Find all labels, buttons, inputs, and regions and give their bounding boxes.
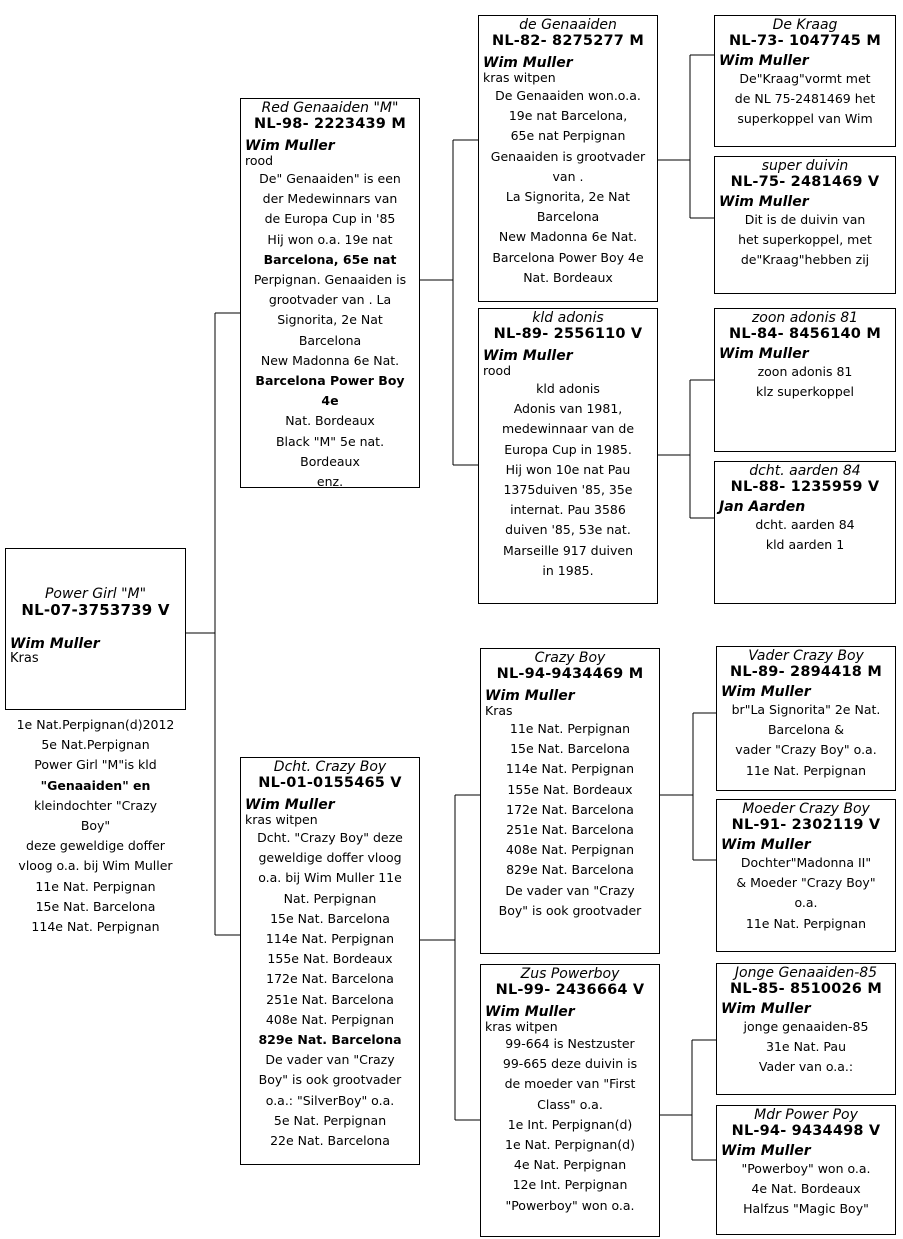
note: 829e Nat. Barcelona	[506, 862, 634, 878]
note: Barcelona &	[767, 722, 845, 738]
note: "Genaaiden" en	[40, 777, 151, 793]
note: medewinnaar van de	[501, 421, 635, 437]
sire-name: Red Genaaiden "M"	[261, 100, 399, 116]
sds-breeder: Wim Muller	[719, 346, 809, 362]
sss-name: De Kraag	[772, 17, 838, 33]
note: Hij won 10e nat Pau	[505, 461, 631, 477]
note: "Powerboy" won o.a.	[741, 1161, 871, 1176]
note: o.a.	[794, 895, 818, 911]
note: van .	[552, 168, 584, 184]
sire-dam-color: rood	[483, 363, 512, 378]
connector-dam-grandparents	[420, 795, 480, 1120]
note: in 1985.	[542, 562, 594, 578]
note: Nat. Bordeaux	[285, 413, 375, 429]
note: 4e Nat. Bordeaux	[751, 1181, 861, 1197]
note: 11e Nat. Perpignan	[745, 762, 867, 778]
sire-dam-ring: NL-89- 2556110 V	[493, 326, 643, 342]
ssd-breeder: Wim Muller	[719, 194, 809, 210]
note: de Europa Cup in '85	[264, 211, 396, 227]
sire-sire-breeder: Wim Muller	[483, 55, 573, 71]
dam-color: kras witpen	[245, 812, 318, 827]
dsd-box	[716, 799, 896, 952]
dam-dam-box	[480, 964, 660, 1237]
note: de moeder van "First	[504, 1076, 636, 1092]
sire-breeder: Wim Muller	[245, 138, 335, 154]
note: Black "M" 5e nat.	[275, 433, 385, 449]
sire-sire-color: kras witpen	[483, 70, 556, 85]
note: Europa Cup in 1985.	[504, 441, 632, 457]
sire-ring: NL-98- 2223439 M	[254, 116, 406, 132]
note: Barcelona, 65e nat	[263, 251, 397, 267]
note: 11e Nat. Perpignan	[509, 721, 631, 736]
note: Signorita, 2e Nat	[277, 312, 383, 328]
dss-box	[716, 646, 896, 791]
note: 172e Nat. Barcelona	[506, 801, 634, 817]
note: het superkoppel, met	[738, 232, 872, 248]
sdd-box	[714, 461, 896, 604]
note: De Genaaiden won.o.a.	[495, 88, 641, 103]
connector-sire-grandparents	[420, 140, 478, 465]
ddd-notes	[721, 1159, 891, 1220]
dam-sire-notes	[485, 719, 655, 921]
note: vader "Crazy Boy" o.a.	[735, 742, 877, 758]
note: kld aarden 1	[765, 537, 845, 553]
sdd-breeder: Jan Aarden	[719, 499, 806, 515]
note: Boy"	[80, 818, 111, 834]
sire-dam-breeder: Wim Muller	[483, 348, 573, 364]
note: 5e Nat.Perpignan	[41, 737, 150, 753]
connector-ss-ggp	[658, 55, 714, 218]
ssd-box	[714, 156, 896, 294]
note: Marseille 917 duiven	[502, 542, 634, 558]
note: 1375duiven '85, 35e	[503, 482, 633, 498]
dam-sire-ring: NL-94-9434469 M	[496, 666, 644, 682]
note: Boy" is ook grootvader	[498, 902, 642, 918]
note: o.a. bij Wim Muller 11e	[258, 870, 402, 886]
note: De"Kraag"vormt met	[739, 71, 871, 86]
note: De vader van "Crazy	[265, 1052, 395, 1068]
dds-breeder: Wim Muller	[721, 1001, 811, 1017]
note: Vader van o.a.:	[758, 1059, 854, 1075]
note: 1e Nat. Perpignan(d)	[505, 1137, 635, 1153]
dds-box	[716, 963, 896, 1095]
ddd-box	[716, 1105, 896, 1235]
note: 65e nat Perpignan	[510, 128, 626, 144]
subject-name: Power Girl "M"	[44, 586, 147, 602]
sire-sire-notes	[483, 86, 653, 288]
note: 15e Nat. Barcelona	[270, 910, 390, 926]
dss-ring: NL-89- 2894418 M	[730, 664, 882, 680]
dam-box	[240, 757, 420, 1165]
note: 408e Nat. Perpignan	[265, 1011, 395, 1027]
note: grootvader van . La	[268, 292, 392, 308]
ddd-ring: NL-94- 9434498 V	[731, 1123, 881, 1139]
note: klz superkoppel	[756, 384, 854, 400]
note: La Signorita, 2e Nat	[505, 189, 631, 205]
dsd-breeder: Wim Muller	[721, 837, 811, 853]
dss-breeder: Wim Muller	[721, 684, 811, 700]
subject-color: Kras	[10, 651, 39, 666]
note: dcht. aarden 84	[755, 517, 855, 532]
connector-dd-ggp	[660, 1040, 716, 1160]
note: deze geweldige doffer	[26, 838, 165, 854]
note: Bordeaux	[300, 453, 360, 469]
dsd-ring: NL-91- 2302119 V	[731, 817, 881, 833]
note: & Moeder "Crazy Boy"	[736, 875, 876, 891]
note: 99-664 is Nestzuster	[505, 1036, 635, 1051]
note: 5e Nat. Perpignan	[273, 1112, 387, 1128]
note: 15e Nat. Barcelona	[35, 898, 156, 914]
dam-dam-name: Zus Powerboy	[520, 966, 620, 982]
note: Boy" is ook grootvader	[258, 1072, 402, 1088]
note: 1e Int. Perpignan(d)	[507, 1116, 633, 1132]
dam-notes	[245, 828, 415, 1151]
sss-ring: NL-73- 1047745 M	[729, 33, 881, 49]
note: de"Kraag"hebben zij	[740, 252, 870, 268]
sds-name: zoon adonis 81	[751, 310, 859, 326]
sire-sire-box	[478, 15, 658, 302]
note: Barcelona	[536, 209, 600, 225]
note: 172e Nat. Barcelona	[266, 971, 394, 987]
sire-notes	[245, 169, 415, 492]
note: "Powerboy" won o.a.	[505, 1197, 635, 1213]
sss-box	[714, 15, 896, 147]
dam-dam-breeder: Wim Muller	[485, 1004, 575, 1020]
note: Halfzus "Magic Boy"	[743, 1201, 869, 1217]
note: Barcelona Power Boy 4e	[492, 249, 644, 265]
note: Nat. Bordeaux	[523, 269, 613, 285]
dam-sire-color: Kras	[485, 703, 513, 718]
note: 12e Int. Perpignan	[512, 1177, 628, 1193]
ddd-name: Mdr Power Poy	[754, 1107, 858, 1123]
note: Barcelona Power Boy 4e	[255, 373, 405, 409]
dsd-notes	[721, 853, 891, 934]
sire-dam-name: kld adonis	[532, 310, 604, 326]
note: Perpignan. Genaaiden is	[253, 272, 407, 288]
note: 31e Nat. Pau	[766, 1039, 846, 1055]
note: Dochter"Madonna II"	[740, 855, 872, 870]
sds-ring: NL-84- 8456140 M	[729, 326, 881, 342]
note: 114e Nat. Perpignan	[265, 931, 395, 947]
note: Barcelona	[298, 332, 362, 348]
note: 251e Nat. Barcelona	[266, 991, 394, 1007]
note: Nat. Perpignan	[283, 890, 377, 906]
note: vloog o.a. bij Wim Muller	[18, 858, 173, 874]
note: 155e Nat. Bordeaux	[507, 781, 633, 797]
note: o.a.: "SilverBoy" o.a.	[265, 1092, 395, 1108]
note: De" Genaaiden" is een	[259, 171, 401, 186]
sds-notes	[719, 362, 891, 402]
note: 99-665 deze duivin is	[502, 1056, 638, 1072]
note: Dcht. "Crazy Boy" deze	[257, 830, 403, 845]
connector-ds-ggp	[660, 713, 716, 860]
note: 11e Nat. Perpignan	[35, 878, 156, 894]
sire-sire-ring: NL-82- 8275277 M	[492, 33, 644, 49]
subject-box	[5, 548, 186, 710]
note: Power Girl "M"is kld	[34, 757, 157, 773]
note: 251e Nat. Barcelona	[506, 822, 634, 838]
sire-sire-name: de Genaaiden	[519, 17, 617, 33]
sdd-ring: NL-88- 1235959 V	[730, 479, 880, 495]
sss-notes	[719, 69, 891, 130]
dam-dam-notes	[485, 1034, 655, 1216]
dam-name: Dcht. Crazy Boy	[273, 759, 387, 775]
sire-dam-notes	[483, 379, 653, 581]
dam-dam-ring: NL-99- 2436664 V	[495, 982, 645, 998]
connector-subject-parents	[186, 313, 240, 935]
note: 114e Nat. Perpignan	[505, 761, 635, 777]
note: De vader van "Crazy	[505, 882, 635, 898]
note: internat. Pau 3586	[510, 502, 626, 518]
note: superkoppel van Wim	[737, 111, 873, 127]
dds-ring: NL-85- 8510026 M	[730, 981, 882, 997]
note: Genaaiden is grootvader	[490, 148, 646, 164]
dss-notes	[721, 700, 891, 781]
note: Class" o.a.	[537, 1096, 603, 1112]
note: de NL 75-2481469 het	[734, 91, 876, 107]
note: 1e Nat.Perpignan(d)2012	[16, 717, 175, 732]
dam-sire-breeder: Wim Muller	[485, 688, 575, 704]
note: jonge genaaiden-85	[743, 1019, 869, 1034]
note: br"La Signorita" 2e Nat.	[731, 702, 881, 717]
dam-breeder: Wim Muller	[245, 797, 335, 813]
note: duiven '85, 53e nat.	[505, 522, 631, 538]
note: 15e Nat. Barcelona	[510, 741, 630, 757]
note: 408e Nat. Perpignan	[505, 842, 635, 858]
note: kld adonis	[536, 381, 600, 396]
note: 11e Nat. Perpignan	[745, 915, 867, 931]
note: zoon adonis 81	[757, 364, 853, 379]
dam-sire-name: Crazy Boy	[534, 650, 606, 666]
dam-dam-color: kras witpen	[485, 1019, 558, 1034]
ssd-ring: NL-75- 2481469 V	[730, 174, 880, 190]
note: 4e Nat. Perpignan	[513, 1157, 627, 1173]
note: 829e Nat. Barcelona	[258, 1032, 402, 1048]
ssd-name: super duivin	[761, 158, 849, 174]
subject-breeder: Wim Muller	[10, 636, 100, 652]
dds-notes	[721, 1017, 891, 1078]
note: New Madonna 6e Nat.	[260, 352, 400, 368]
sire-color: rood	[245, 153, 274, 168]
sdd-notes	[719, 515, 891, 555]
dss-name: Vader Crazy Boy	[748, 648, 864, 664]
note: 19e nat Barcelona,	[508, 108, 628, 124]
note: geweldige doffer vloog	[258, 850, 402, 866]
ssd-notes	[719, 210, 891, 271]
dam-sire-box	[480, 648, 660, 954]
ddd-breeder: Wim Muller	[721, 1143, 811, 1159]
note: Adonis van 1981,	[513, 401, 623, 417]
subject-ring: NL-07-3753739 V	[21, 601, 170, 619]
sdd-name: dcht. aarden 84	[749, 463, 861, 479]
dam-ring: NL-01-0155465 V	[258, 775, 402, 791]
note: der Medewinnars van	[262, 191, 398, 207]
sire-box	[240, 98, 420, 488]
sire-dam-box	[478, 308, 658, 604]
note: 155e Nat. Bordeaux	[267, 951, 393, 967]
subject-notes	[5, 715, 186, 937]
note: New Madonna 6e Nat.	[498, 229, 638, 245]
note: enz.	[316, 474, 344, 490]
dds-name: Jonge Genaaiden-85	[734, 965, 878, 981]
sss-breeder: Wim Muller	[719, 53, 809, 69]
note: 114e Nat. Perpignan	[31, 919, 160, 935]
connector-sd-ggp	[658, 380, 714, 518]
sds-box	[714, 308, 896, 452]
note: 22e Nat. Barcelona	[270, 1133, 390, 1149]
dsd-name: Moeder Crazy Boy	[742, 801, 870, 817]
note: Hij won o.a. 19e nat	[267, 231, 393, 247]
note: Dit is de duivin van	[744, 212, 866, 227]
note: kleindochter "Crazy	[33, 797, 158, 813]
